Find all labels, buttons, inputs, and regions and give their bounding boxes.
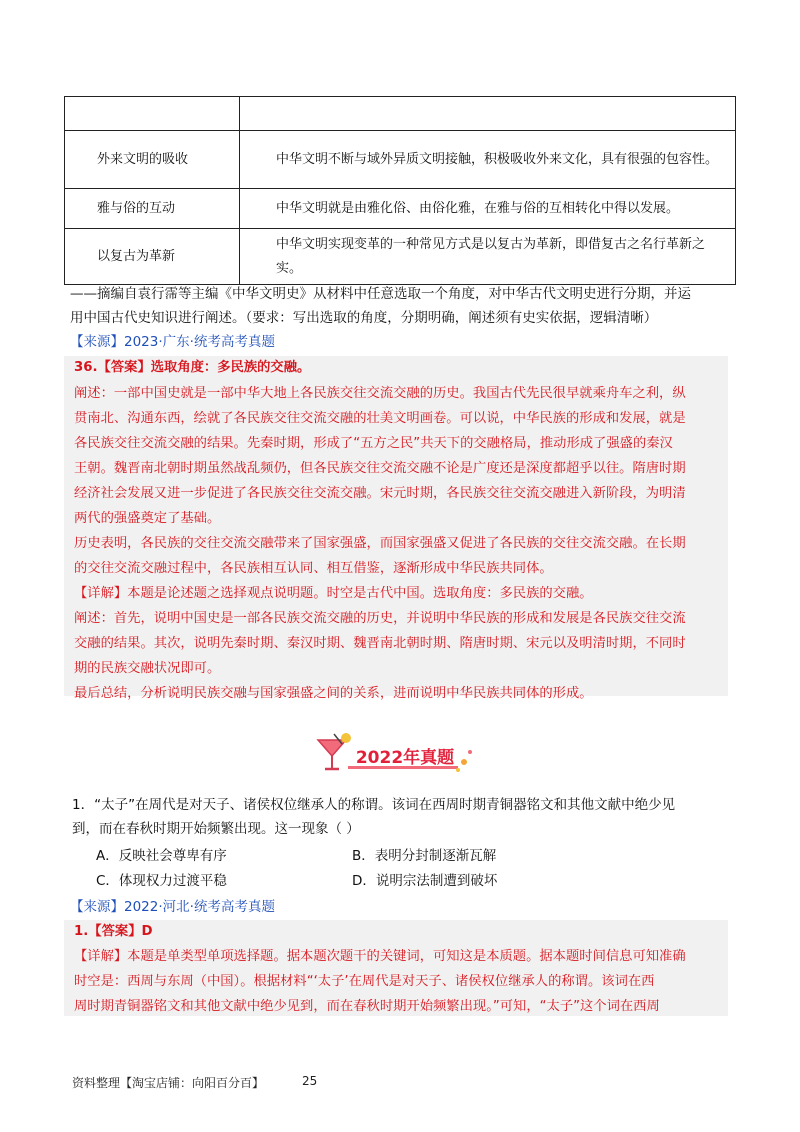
table-cell <box>65 97 240 131</box>
table-cell: 雅与俗的互动 <box>65 189 240 229</box>
answer-line: 【详解】本题是单类型单项选择题。据本题次题干的关键词，可知这是本质题。据本题时间信息可知准确 <box>74 949 686 964</box>
table-cell: 中华文明不断与域外异质文明接触，积极吸收外来文化，具有很强的包容性。 <box>240 131 736 189</box>
source-label: 【来源】 <box>70 899 124 915</box>
question-text: 1．“太子”在周代是对天子、诸侯权位继承人的称谓。该词在西周时期青铜器铭文和其他文献中绝少见 <box>72 797 676 813</box>
civilization-table <box>64 96 736 285</box>
answer-line: 历史表明，各民族的交往交流交融带来了国家强盛，而国家强盛又促进了各民族的交往交流交融。在长期 <box>74 536 686 551</box>
answer-line: 【详解】本题是论述题之选择观点说明题。时空是古代中国。选取角度：多民族的交融。 <box>74 586 593 601</box>
question-text: 到，而在春秋时期开始频繁出现。这一现象（ ） <box>72 821 360 837</box>
source-text: 2022·河北·统考高考真题 <box>124 899 275 915</box>
table-cell <box>240 97 736 131</box>
option-a: A．反映社会尊卑有序 <box>96 848 227 864</box>
option-c: C．体现权力过渡平稳 <box>96 873 227 889</box>
answer-line: 期的民族交融状况即可。 <box>74 661 221 676</box>
source-line <box>70 331 275 353</box>
footer-text: 资料整理【淘宝店铺：向阳百分百】 <box>72 1076 265 1090</box>
source-line <box>70 896 275 918</box>
table-cell: 外来文明的吸收 <box>65 131 240 189</box>
question-text: ——摘编自袁行霈等主编《中华文明史》从材料中任意选取一个角度，对中华古代文明史进行分期，并运 <box>70 286 691 302</box>
option-b: B．表明分封制逐渐瓦解 <box>352 848 497 864</box>
answer-line: 36.【答案】选取角度：多民族的交融。 <box>74 360 311 375</box>
source-text: 2023·广东·统考高考真题 <box>124 334 275 350</box>
table-cell: 以复古为革新 <box>65 229 240 285</box>
table-cell: 中华文明就是由雅化俗、由俗化雅，在雅与俗的互相转化中得以发展。 <box>240 189 736 229</box>
answer-line: 阐述：首先，说明中国史是一部各民族交流交融的历史，并说明中华民族的形成和发展是各民族交往交流 <box>74 611 686 626</box>
answer-line: 王朝。魏晋南北朝时期虽然战乱频仍，但各民族交往交流交融不论是广度还是深度都超乎以往。隋唐时期 <box>74 461 686 476</box>
answer-line: 经济社会发展又进一步促进了各民族交往交流交融。宋元时期，各民族交往交流交融进入新阶段，为明清 <box>74 486 686 501</box>
section-banner-title: 2022年真题 <box>355 748 455 768</box>
answer-line: 阐述：一部中国史就是一部中华大地上各民族交往交流交融的历史。我国古代先民很早就乘舟车之利，纵 <box>74 386 686 401</box>
page-number: 25 <box>302 1074 318 1088</box>
answer-line: 周时期青铜器铭文和其他文献中绝少见到，而在春秋时期开始频繁出现。”可知，“太子”这个词在西周 <box>74 999 660 1014</box>
answer-line: 各民族交往交流交融的结果。先秦时期，形成了“五方之民”共天下的交融格局，推动形成了强盛的秦汉 <box>74 436 673 451</box>
answer-line: 交融的结果。其次，说明先秦时期、秦汉时期、魏晋南北朝时期、隋唐时期、宋元以及明清时期，不同时 <box>74 636 686 651</box>
question-text: 用中国古代史知识进行阐述。（要求：写出选取的角度，分期明确，阐述须有史实依据，逻辑清晰） <box>70 310 658 326</box>
table-cell: 中华文明实现变革的一种常见方式是以复古为革新，即借复古之名行革新之实。 <box>240 229 736 285</box>
option-d: D．说明宗法制遭到破坏 <box>352 873 498 889</box>
source-label: 【来源】 <box>70 334 124 350</box>
answer-line: 1.【答案】D <box>74 924 153 939</box>
answer-line: 贯南北、沟通东西，绘就了各民族交往交流交融的壮美文明画卷。可以说，中华民族的形成和发展，就是 <box>74 411 686 426</box>
answer-line: 最后总结，分析说明民族交融与国家强盛之间的关系，进而说明中华民族共同体的形成。 <box>74 686 593 701</box>
answer-line: 的交往交流交融过程中，各民族相互认同、相互借鉴，逐渐形成中华民族共同体。 <box>74 561 553 576</box>
answer-line: 时空是：西周与东周（中国）。根据材料“‘太子’在周代是对天子、诸侯权位继承人的称谓。该词在西 <box>74 974 655 989</box>
answer-line: 两代的强盛奠定了基础。 <box>74 511 221 526</box>
